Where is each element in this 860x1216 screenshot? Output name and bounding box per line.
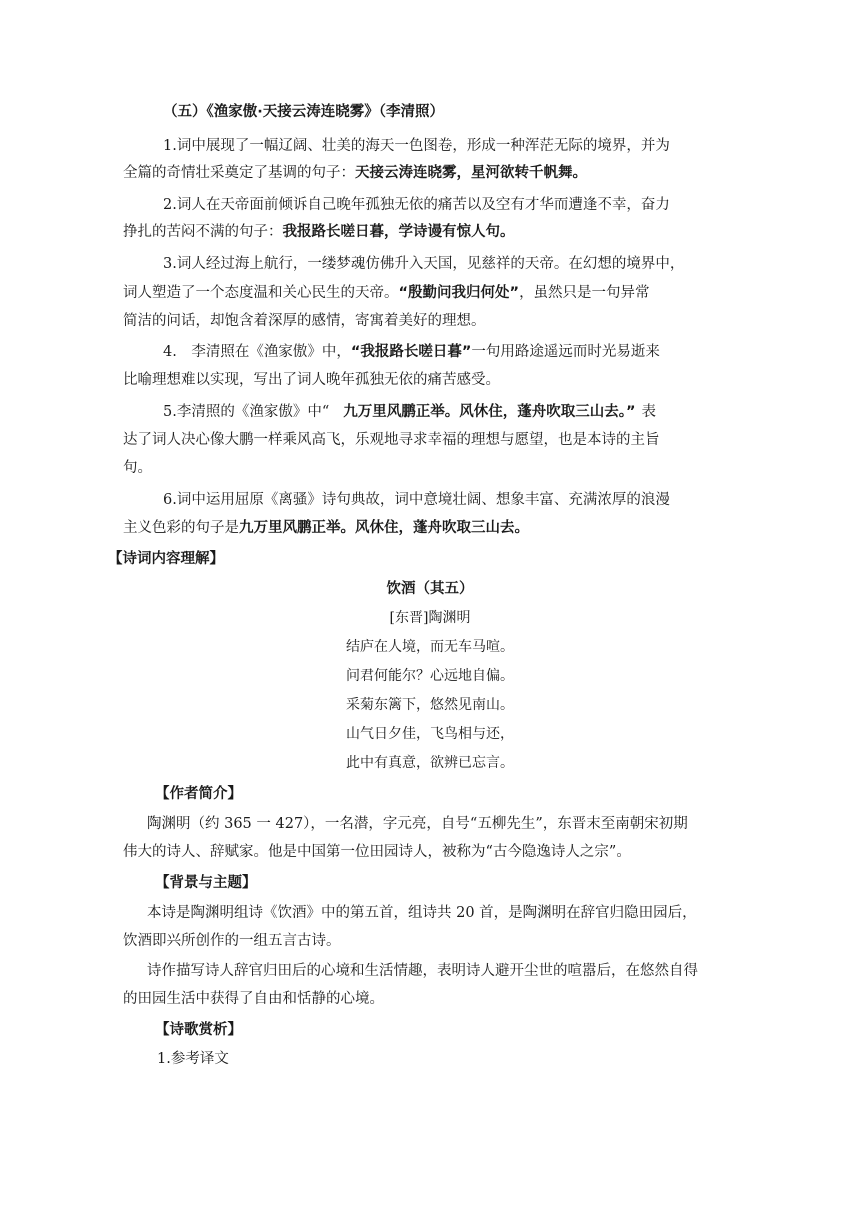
item-4-line-2: 比喻理想难以实现，写出了词人晚年孤独无依的痛苦感受。 [123, 372, 500, 388]
item-5-prefix: 5.李清照的《渔家傲》中“ [163, 404, 330, 420]
section-heading: 【诗词内容理解】 [108, 551, 224, 567]
poem-line-5: 此中有真意，欲辨已忘言。 [346, 755, 514, 771]
item-5-line-1 [163, 402, 656, 422]
poem-line-4: 山气日夕佳，飞鸟相与还， [346, 726, 514, 742]
item-3-quote: “殷勤问我归何处” [398, 285, 520, 301]
poem-author: [东晋]陶渊明 [389, 610, 471, 626]
poem-title: 饮酒（其五） [386, 581, 474, 597]
item-4-suffix: 一句用路途遥远而时光易逝来 [471, 344, 660, 360]
item-5-line-2: 达了词人决心像大鹏一样乘风高飞，乐观地寻求幸福的理想与愿望，也是本诗的主旨 [123, 432, 660, 448]
author-intro-line-1: 陶渊明（约 365 一 427），一名潜，字元亮，自号“五柳先生”，东晋末至南朝宋初期 [147, 816, 688, 832]
item-3-suffix: ，虽然只是一句异常 [519, 285, 650, 301]
appreciation-item-1: 1.参考译文 [157, 1051, 229, 1067]
author-intro-heading: 【作者简介】 [155, 786, 242, 802]
item-5-quote: 九万里风鹏正举。风休住，蓬舟吹取三山去。” [343, 404, 636, 420]
poem-line-3: 采菊东篱下，悠然见南山。 [346, 697, 514, 713]
background-p1-line-1: 本诗是陶渊明组诗《饮酒》中的第五首，组诗共 20 首，是陶渊明在辞官归隐田园后， [147, 905, 697, 921]
item-6-answer: 九万里风鹏正举。风休住，蓬舟吹取三山去。 [239, 520, 529, 536]
item-5-suffix: 表 [641, 404, 657, 420]
appreciation-heading: 【诗歌赏析】 [155, 1022, 242, 1038]
background-p2-line-2: 的田园生活中获得了自由和恬静的心境。 [123, 991, 384, 1007]
background-p1-line-2: 饮酒即兴所创作的一组五言古诗。 [123, 933, 341, 949]
item-1-line-1: 1.词中展现了一幅辽阔、壮美的海天一色图卷，形成一种浑茫无际的境界，并为 [163, 138, 670, 154]
item-3-prefix: 词人塑造了一个态度温和关心民生的天帝。 [123, 285, 399, 301]
item-2-line-1: 2.词人在天帝面前倾诉自己晚年孤独无依的痛苦以及空有才华而遭逢不幸，奋力 [163, 197, 670, 213]
background-p2-line-1: 诗作描写诗人辞官归田后的心境和生活情趣，表明诗人避开尘世的喧嚣后，在悠然自得 [147, 963, 698, 979]
item-3-line-1: 3.词人经过海上航行，一缕梦魂仿佛升入天国，见慈祥的天帝。在幻想的境界中， [163, 256, 685, 272]
item-1-prefix: 全篇的奇情壮采奠定了基调的句子： [123, 165, 355, 181]
item-6-line-2 [123, 518, 529, 538]
item-4-prefix: 4. 李清照在《渔家傲》中， [163, 344, 351, 360]
author-intro-line-2: 伟大的诗人、辞赋家。他是中国第一位田园诗人，被称为“古今隐逸诗人之宗”。 [123, 844, 631, 860]
poem-line-1: 结庐在人境，而无车马喧。 [346, 639, 514, 655]
item-2-answer: 我报路长嗟日暮，学诗谩有惊人句。 [282, 224, 515, 240]
item-4-quote: “我报路长嗟日暮” [350, 344, 472, 360]
item-6-prefix: 主义色彩的句子是 [123, 520, 239, 536]
item-1-answer: 天接云涛连晓雾，星河欲转千帆舞。 [355, 165, 587, 181]
poem-line-2: 问君何能尔？心远地自偏。 [346, 668, 514, 684]
item-1-line-2 [123, 163, 587, 183]
item-4-line-1 [163, 342, 660, 362]
background-heading: 【背景与主题】 [155, 875, 257, 891]
item-2-prefix: 挣扎的苦闷不满的句子： [123, 224, 283, 240]
section-title: （五）《渔家傲·天接云涛连晓雾》（李清照） [163, 104, 445, 120]
item-3-line-3: 简洁的问话，却饱含着深厚的感情，寄寓着美好的理想。 [123, 313, 486, 329]
item-6-line-1: 6.词中运用屈原《离骚》诗句典故，词中意境壮阔、想象丰富、充满浓厚的浪漫 [163, 492, 670, 508]
item-5-line-3: 句。 [123, 460, 152, 476]
item-2-line-2 [123, 222, 515, 242]
item-3-line-2 [123, 283, 650, 303]
